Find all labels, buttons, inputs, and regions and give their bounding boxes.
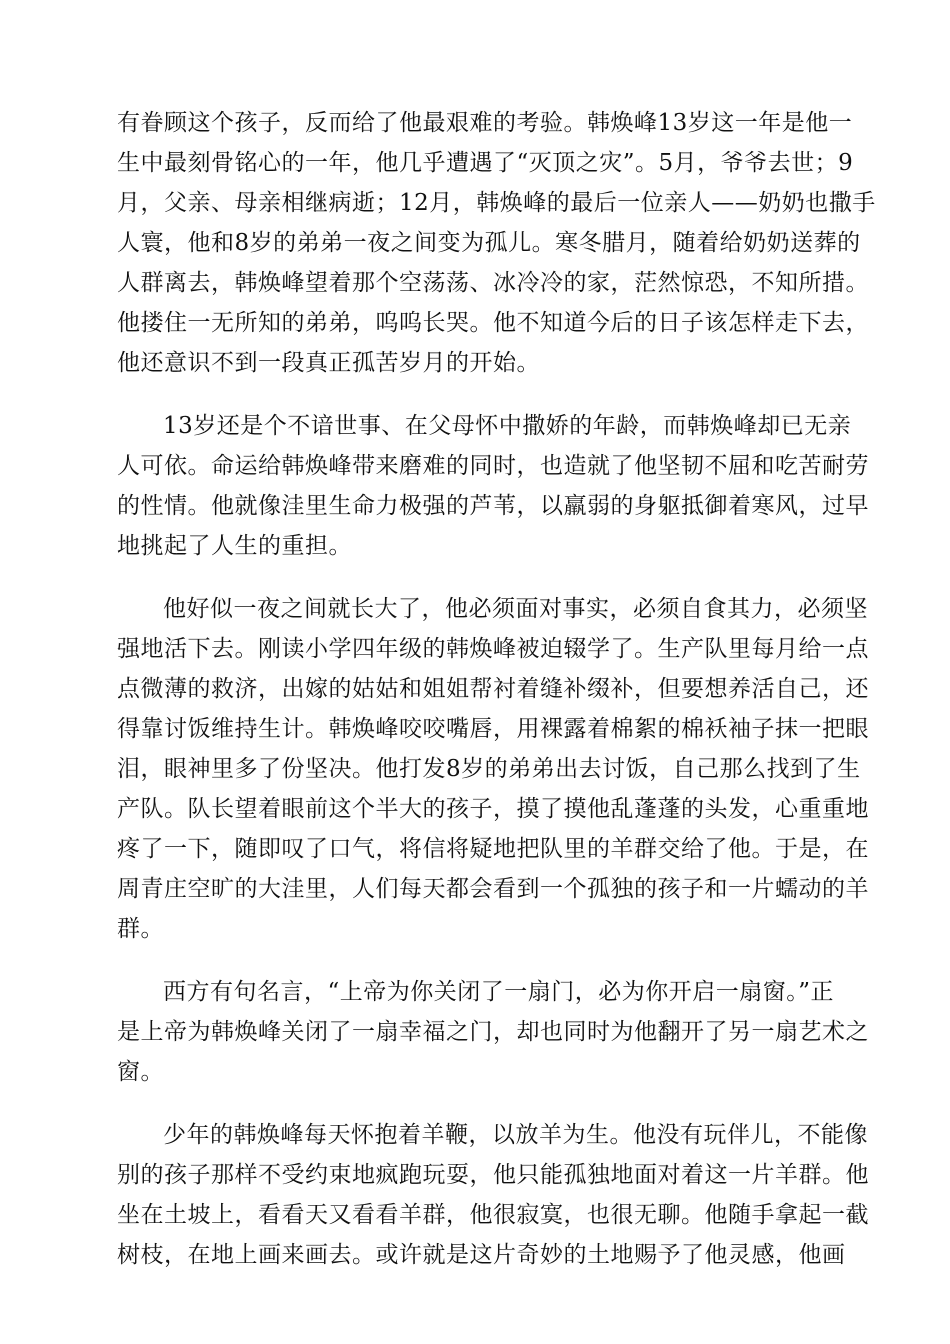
text-line: 产队。队长望着眼前这个半大的孩子，摸了摸他乱蓬蓬的头发，心重重地 <box>117 796 869 822</box>
text-line: 西方有句名言，“上帝为你关闭了一扇门，必为你开启一扇窗。”正 <box>163 979 835 1005</box>
text-line: 月，父亲、母亲相继病逝；12月，韩焕峰的最后一位亲人——奶奶也撒手 <box>117 190 876 216</box>
text-line: 的性情。他就像洼里生命力极强的芦苇，以羸弱的身躯抵御着寒风，过早 <box>117 493 869 519</box>
text-line: 他搂住一无所知的弟弟，呜呜长哭。他不知道今后的日子该怎样走下去， <box>117 310 869 336</box>
text-line: 他好似一夜之间就长大了，他必须面对事实，必须自食其力，必须坚 <box>163 596 868 622</box>
text-line: 泪，眼神里多了份坚决。他打发8岁的弟弟出去讨饭，自己那么找到了生 <box>117 756 861 782</box>
text-line: 13岁还是个不谙世事、在父母怀中撒娇的年龄，而韩焕峰却已无亲 <box>163 413 852 439</box>
text-line: 群。 <box>117 916 164 942</box>
text-line: 点微薄的救济，出嫁的姑姑和姐姐帮衬着缝补缀补，但要想养活自己，还 <box>117 676 869 702</box>
text-line: 强地活下去。刚读小学四年级的韩焕峰被迫辍学了。生产队里每月给一点 <box>117 636 869 662</box>
text-line: 他还意识不到一段真正孤苦岁月的开始。 <box>117 350 540 376</box>
text-line: 人群离去，韩焕峰望着那个空荡荡、冰冷冷的家，茫然惊恐，不知所措。 <box>117 270 869 296</box>
text-line: 坐在土坡上，看看天又看看羊群，他很寂寞，也很无聊。他随手拿起一截 <box>117 1202 869 1228</box>
text-line: 窗。 <box>117 1059 164 1085</box>
text-line: 是上帝为韩焕峰关闭了一扇幸福之门，却也同时为他翻开了另一扇艺术之 <box>117 1019 869 1045</box>
paragraph-5 <box>117 1115 869 1275</box>
paragraph-4 <box>117 972 869 1092</box>
text-line: 地挑起了人生的重担。 <box>117 533 352 559</box>
text-line: 有眷顾这个孩子，反而给了他最艰难的考验。韩焕峰13岁这一年是他一 <box>117 110 853 136</box>
text-line: 周青庄空旷的大洼里，人们每天都会看到一个孤独的孩子和一片蠕动的羊 <box>117 876 869 902</box>
text-line: 得靠讨饭维持生计。韩焕峰咬咬嘴唇，用裸露着棉絮的棉袄袖子抹一把眼 <box>117 716 869 742</box>
document-body <box>117 103 876 1298</box>
text-line: 人可依。命运给韩焕峰带来磨难的同时，也造就了他坚韧不屈和吃苦耐劳 <box>117 453 869 479</box>
text-line: 别的孩子那样不受约束地疯跑玩耍，他只能孤独地面对着这一片羊群。他 <box>117 1162 869 1188</box>
text-line: 疼了一下，随即叹了口气，将信将疑地把队里的羊群交给了他。于是，在 <box>117 836 869 862</box>
text-line: 树枝，在地上画来画去。或许就是这片奇妙的土地赐予了他灵感，他画 <box>117 1242 846 1268</box>
text-line: 生中最刻骨铭心的一年，他几乎遭遇了“灭顶之灾”。5月，爷爷去世；9 <box>117 150 854 176</box>
paragraph-1 <box>117 103 876 383</box>
text-line: 少年的韩焕峰每天怀抱着羊鞭，以放羊为生。他没有玩伴儿，不能像 <box>163 1122 868 1148</box>
text-line: 人寰，他和8岁的弟弟一夜之间变为孤儿。寒冬腊月，随着给奶奶送葬的 <box>117 230 861 256</box>
paragraph-2 <box>117 406 869 566</box>
paragraph-3 <box>117 589 869 949</box>
